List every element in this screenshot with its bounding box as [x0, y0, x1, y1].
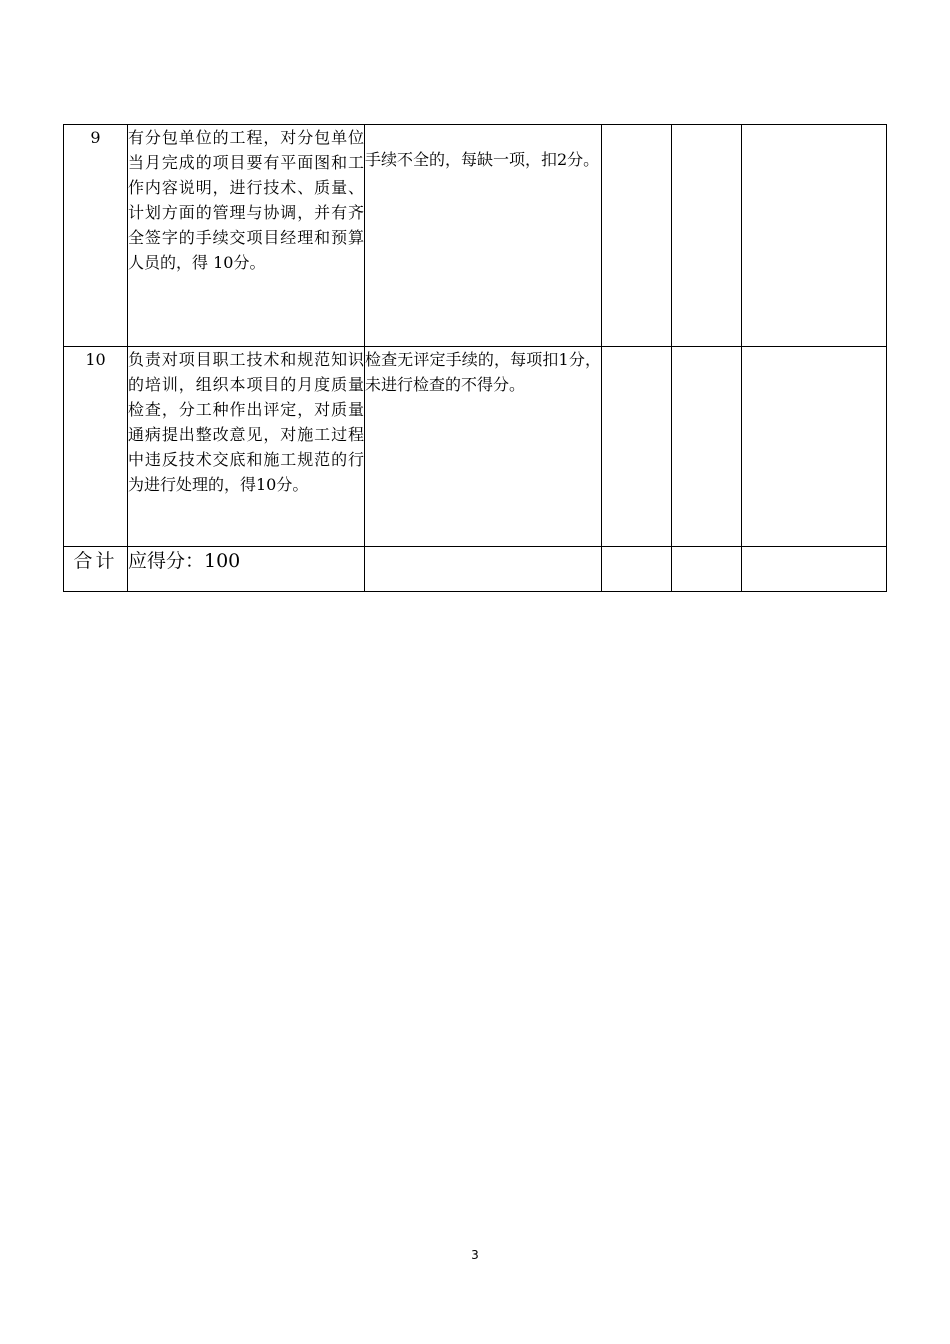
page-number: 3 [471, 1248, 479, 1262]
scoring-table [63, 124, 887, 592]
empty-score-cell [602, 347, 672, 547]
item-content-cell: 有分包单位的工程，对分包单位当月完成的项目要有平面图和工作内容说明，进行技术、质量、计划方面的管理与协调，并有齐全签字的手续交项目经理和预算人员的，得 10分。 [128, 125, 365, 347]
deduction-rule-cell: 检查无评定手续的，每项扣1分，未进行检查的不得分。 [365, 347, 602, 547]
empty-score-cell [672, 125, 742, 347]
empty-rule-cell [365, 547, 602, 592]
item-number-cell: 9 [64, 125, 128, 347]
table-row [64, 347, 887, 547]
empty-remark-cell [742, 347, 887, 547]
deduction-rule-cell: 手续不全的，每缺一项，扣2分。 [365, 125, 602, 347]
item-number-cell: 10 [64, 347, 128, 547]
empty-score-cell [602, 547, 672, 592]
empty-remark-cell [742, 125, 887, 347]
empty-score-cell [672, 547, 742, 592]
table-row [64, 125, 887, 347]
item-content-cell: 负责对项目职工技术和规范知识的培训，组织本项目的月度质量检查，分工种作出评定，对质量通病提出整改意见，对施工过程中违反技术交底和施工规范的行为进行处理的，得10分。 [128, 347, 365, 547]
total-label-cell: 合计 [64, 547, 128, 592]
total-score-cell: 应得分：100 [128, 547, 365, 592]
empty-score-cell [672, 347, 742, 547]
empty-remark-cell [742, 547, 887, 592]
table-total-row [64, 547, 887, 592]
empty-score-cell [602, 125, 672, 347]
